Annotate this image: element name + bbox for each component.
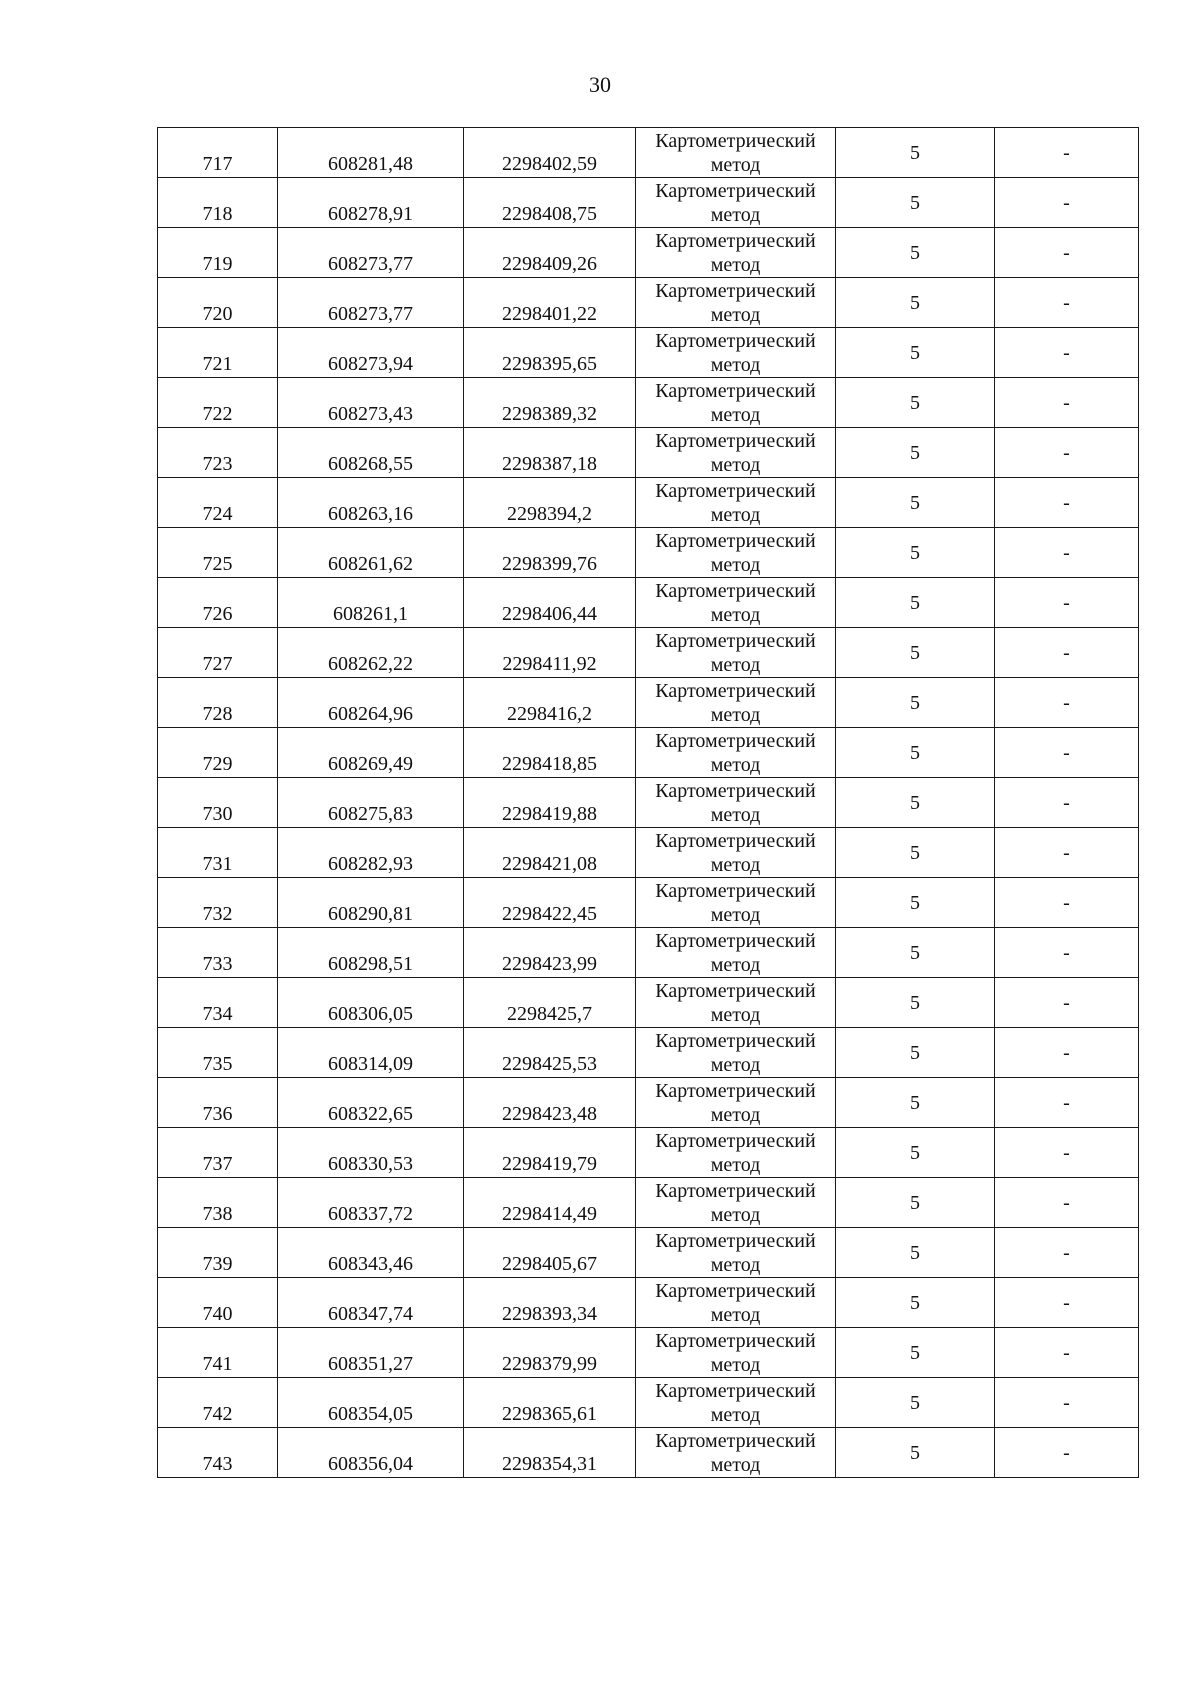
method-text: Картометрический метод: [655, 479, 816, 526]
x-coordinate-cell: 608263,16: [278, 478, 464, 528]
y-coordinate-cell: 2298423,48: [464, 1078, 636, 1128]
table-row: [158, 1278, 1139, 1328]
y-coordinate-cell: 2298393,34: [464, 1278, 636, 1328]
x-coordinate-cell: 608290,81: [278, 878, 464, 928]
y-coordinate-cell: 2298399,76: [464, 528, 636, 578]
description-cell: -: [995, 1178, 1139, 1228]
x-coordinate-cell: 608314,09: [278, 1028, 464, 1078]
y-coordinate-cell: 2298421,08: [464, 828, 636, 878]
point-number-cell: 741: [158, 1328, 278, 1378]
method-text: Картометрический метод: [655, 229, 816, 276]
table-row: [158, 1378, 1139, 1428]
point-number-cell: 731: [158, 828, 278, 878]
description-cell: -: [995, 228, 1139, 278]
accuracy-cell: 5: [836, 1128, 995, 1178]
x-coordinate-cell: 608273,43: [278, 378, 464, 428]
table-row: [158, 578, 1139, 628]
x-coordinate-cell: 608273,77: [278, 228, 464, 278]
method-cell: [636, 928, 836, 978]
description-cell: -: [995, 728, 1139, 778]
point-number-cell: 722: [158, 378, 278, 428]
method-text: Картометрический метод: [655, 1329, 816, 1376]
description-cell: -: [995, 628, 1139, 678]
accuracy-cell: 5: [836, 528, 995, 578]
x-coordinate-cell: 608269,49: [278, 728, 464, 778]
x-coordinate-cell: 608268,55: [278, 428, 464, 478]
method-cell: [636, 628, 836, 678]
table-row: [158, 328, 1139, 378]
table-row: [158, 178, 1139, 228]
accuracy-cell: 5: [836, 1028, 995, 1078]
point-number-cell: 736: [158, 1078, 278, 1128]
table-row: [158, 678, 1139, 728]
page-number: 30: [589, 72, 611, 97]
method-text: Картометрический метод: [655, 1029, 816, 1076]
x-coordinate-cell: 608273,77: [278, 278, 464, 328]
y-coordinate-cell: 2298405,67: [464, 1228, 636, 1278]
table-row: [158, 1228, 1139, 1278]
point-number-cell: 732: [158, 878, 278, 928]
x-coordinate-cell: 608273,94: [278, 328, 464, 378]
description-cell: -: [995, 1378, 1139, 1428]
x-coordinate-cell: 608262,22: [278, 628, 464, 678]
y-coordinate-cell: 2298408,75: [464, 178, 636, 228]
method-text: Картометрический метод: [655, 1129, 816, 1176]
method-cell: [636, 678, 836, 728]
method-text: Картометрический метод: [655, 679, 816, 726]
x-coordinate-cell: 608282,93: [278, 828, 464, 878]
method-text: Картометрический метод: [655, 579, 816, 626]
method-cell: [636, 1028, 836, 1078]
point-number-cell: 739: [158, 1228, 278, 1278]
point-number-cell: 735: [158, 1028, 278, 1078]
method-cell: [636, 478, 836, 528]
table-row: [158, 228, 1139, 278]
method-text: Картометрический метод: [655, 1179, 816, 1226]
x-coordinate-cell: 608354,05: [278, 1378, 464, 1428]
accuracy-cell: 5: [836, 828, 995, 878]
method-cell: [636, 878, 836, 928]
method-text: Картометрический метод: [655, 379, 816, 426]
description-cell: -: [995, 428, 1139, 478]
accuracy-cell: 5: [836, 1428, 995, 1478]
method-cell: [636, 1078, 836, 1128]
description-cell: -: [995, 778, 1139, 828]
table-row: [158, 1178, 1139, 1228]
y-coordinate-cell: 2298411,92: [464, 628, 636, 678]
accuracy-cell: 5: [836, 1078, 995, 1128]
method-cell: [636, 1228, 836, 1278]
description-cell: -: [995, 178, 1139, 228]
method-cell: [636, 578, 836, 628]
method-cell: [636, 178, 836, 228]
method-text: Картометрический метод: [655, 979, 816, 1026]
description-cell: -: [995, 1128, 1139, 1178]
accuracy-cell: 5: [836, 778, 995, 828]
point-number-cell: 726: [158, 578, 278, 628]
accuracy-cell: 5: [836, 478, 995, 528]
point-number-cell: 719: [158, 228, 278, 278]
y-coordinate-cell: 2298395,65: [464, 328, 636, 378]
method-cell: [636, 328, 836, 378]
table-row: [158, 778, 1139, 828]
method-cell: [636, 1178, 836, 1228]
method-text: Картометрический метод: [655, 279, 816, 326]
point-number-cell: 729: [158, 728, 278, 778]
method-text: Картометрический метод: [655, 779, 816, 826]
x-coordinate-cell: 608347,74: [278, 1278, 464, 1328]
method-text: Картометрический метод: [655, 1079, 816, 1126]
description-cell: -: [995, 1228, 1139, 1278]
y-coordinate-cell: 2298409,26: [464, 228, 636, 278]
method-text: Картометрический метод: [655, 529, 816, 576]
x-coordinate-cell: 608306,05: [278, 978, 464, 1028]
y-coordinate-cell: 2298394,2: [464, 478, 636, 528]
accuracy-cell: 5: [836, 878, 995, 928]
x-coordinate-cell: 608351,27: [278, 1328, 464, 1378]
point-number-cell: 740: [158, 1278, 278, 1328]
point-number-cell: 724: [158, 478, 278, 528]
description-cell: -: [995, 928, 1139, 978]
method-cell: [636, 778, 836, 828]
accuracy-cell: 5: [836, 328, 995, 378]
table-row: [158, 378, 1139, 428]
method-text: Картометрический метод: [655, 629, 816, 676]
accuracy-cell: 5: [836, 278, 995, 328]
method-cell: [636, 128, 836, 178]
accuracy-cell: 5: [836, 928, 995, 978]
method-cell: [636, 1278, 836, 1328]
accuracy-cell: 5: [836, 1228, 995, 1278]
point-number-cell: 717: [158, 128, 278, 178]
y-coordinate-cell: 2298402,59: [464, 128, 636, 178]
table-row: [158, 1028, 1139, 1078]
x-coordinate-cell: 608278,91: [278, 178, 464, 228]
method-text: Картометрический метод: [655, 1429, 816, 1476]
description-cell: -: [995, 478, 1139, 528]
x-coordinate-cell: 608330,53: [278, 1128, 464, 1178]
description-cell: -: [995, 978, 1139, 1028]
point-number-cell: 734: [158, 978, 278, 1028]
method-text: Картометрический метод: [655, 729, 816, 776]
y-coordinate-cell: 2298425,7: [464, 978, 636, 1028]
accuracy-cell: 5: [836, 978, 995, 1028]
accuracy-cell: 5: [836, 628, 995, 678]
accuracy-cell: 5: [836, 1328, 995, 1378]
table-row: [158, 478, 1139, 528]
method-cell: [636, 428, 836, 478]
point-number-cell: 737: [158, 1128, 278, 1178]
x-coordinate-cell: 608356,04: [278, 1428, 464, 1478]
table-row: [158, 128, 1139, 178]
table-row: [158, 828, 1139, 878]
coordinates-table-body: [158, 128, 1139, 1478]
y-coordinate-cell: 2298354,31: [464, 1428, 636, 1478]
point-number-cell: 742: [158, 1378, 278, 1428]
accuracy-cell: 5: [836, 178, 995, 228]
point-number-cell: 727: [158, 628, 278, 678]
accuracy-cell: 5: [836, 228, 995, 278]
method-cell: [636, 978, 836, 1028]
table-row: [158, 428, 1139, 478]
y-coordinate-cell: 2298422,45: [464, 878, 636, 928]
table-row: [158, 628, 1139, 678]
y-coordinate-cell: 2298425,53: [464, 1028, 636, 1078]
method-text: Картометрический метод: [655, 829, 816, 876]
point-number-cell: 730: [158, 778, 278, 828]
method-cell: [636, 1428, 836, 1478]
y-coordinate-cell: 2298401,22: [464, 278, 636, 328]
x-coordinate-cell: 608337,72: [278, 1178, 464, 1228]
y-coordinate-cell: 2298419,88: [464, 778, 636, 828]
table-row: [158, 1128, 1139, 1178]
accuracy-cell: 5: [836, 378, 995, 428]
table-row: [158, 928, 1139, 978]
accuracy-cell: 5: [836, 428, 995, 478]
y-coordinate-cell: 2298365,61: [464, 1378, 636, 1428]
table-row: [158, 528, 1139, 578]
method-cell: [636, 378, 836, 428]
description-cell: -: [995, 528, 1139, 578]
description-cell: -: [995, 678, 1139, 728]
table-row: [158, 1428, 1139, 1478]
accuracy-cell: 5: [836, 678, 995, 728]
method-cell: [636, 1378, 836, 1428]
accuracy-cell: 5: [836, 1178, 995, 1228]
point-number-cell: 723: [158, 428, 278, 478]
method-text: Картометрический метод: [655, 1279, 816, 1326]
method-text: Картометрический метод: [655, 179, 816, 226]
x-coordinate-cell: 608281,48: [278, 128, 464, 178]
point-number-cell: 733: [158, 928, 278, 978]
table-row: [158, 978, 1139, 1028]
method-text: Картометрический метод: [655, 129, 816, 176]
y-coordinate-cell: 2298414,49: [464, 1178, 636, 1228]
y-coordinate-cell: 2298418,85: [464, 728, 636, 778]
accuracy-cell: 5: [836, 128, 995, 178]
y-coordinate-cell: 2298406,44: [464, 578, 636, 628]
x-coordinate-cell: 608264,96: [278, 678, 464, 728]
description-cell: -: [995, 1328, 1139, 1378]
x-coordinate-cell: 608322,65: [278, 1078, 464, 1128]
method-cell: [636, 278, 836, 328]
y-coordinate-cell: 2298389,32: [464, 378, 636, 428]
method-cell: [636, 828, 836, 878]
point-number-cell: 720: [158, 278, 278, 328]
x-coordinate-cell: 608261,1: [278, 578, 464, 628]
accuracy-cell: 5: [836, 728, 995, 778]
coordinates-table: [157, 127, 1139, 1478]
description-cell: -: [995, 1078, 1139, 1128]
x-coordinate-cell: 608298,51: [278, 928, 464, 978]
point-number-cell: 738: [158, 1178, 278, 1228]
description-cell: -: [995, 828, 1139, 878]
table-row: [158, 278, 1139, 328]
y-coordinate-cell: 2298379,99: [464, 1328, 636, 1378]
y-coordinate-cell: 2298387,18: [464, 428, 636, 478]
method-text: Картометрический метод: [655, 329, 816, 376]
method-cell: [636, 228, 836, 278]
table-row: [158, 1078, 1139, 1128]
x-coordinate-cell: 608261,62: [278, 528, 464, 578]
description-cell: -: [995, 578, 1139, 628]
description-cell: -: [995, 1428, 1139, 1478]
method-text: Картометрический метод: [655, 929, 816, 976]
y-coordinate-cell: 2298423,99: [464, 928, 636, 978]
point-number-cell: 728: [158, 678, 278, 728]
point-number-cell: 721: [158, 328, 278, 378]
method-text: Картометрический метод: [655, 429, 816, 476]
method-text: Картометрический метод: [655, 1379, 816, 1426]
method-cell: [636, 528, 836, 578]
accuracy-cell: 5: [836, 1378, 995, 1428]
description-cell: -: [995, 278, 1139, 328]
x-coordinate-cell: 608343,46: [278, 1228, 464, 1278]
description-cell: -: [995, 128, 1139, 178]
table-row: [158, 1328, 1139, 1378]
point-number-cell: 725: [158, 528, 278, 578]
y-coordinate-cell: 2298416,2: [464, 678, 636, 728]
y-coordinate-cell: 2298419,79: [464, 1128, 636, 1178]
table-row: [158, 878, 1139, 928]
accuracy-cell: 5: [836, 578, 995, 628]
x-coordinate-cell: 608275,83: [278, 778, 464, 828]
table-row: [158, 728, 1139, 778]
point-number-cell: 743: [158, 1428, 278, 1478]
method-cell: [636, 1328, 836, 1378]
method-cell: [636, 728, 836, 778]
description-cell: -: [995, 1028, 1139, 1078]
point-number-cell: 718: [158, 178, 278, 228]
description-cell: -: [995, 378, 1139, 428]
description-cell: -: [995, 1278, 1139, 1328]
method-text: Картометрический метод: [655, 1229, 816, 1276]
method-text: Картометрический метод: [655, 879, 816, 926]
description-cell: -: [995, 878, 1139, 928]
accuracy-cell: 5: [836, 1278, 995, 1328]
method-cell: [636, 1128, 836, 1178]
description-cell: -: [995, 328, 1139, 378]
